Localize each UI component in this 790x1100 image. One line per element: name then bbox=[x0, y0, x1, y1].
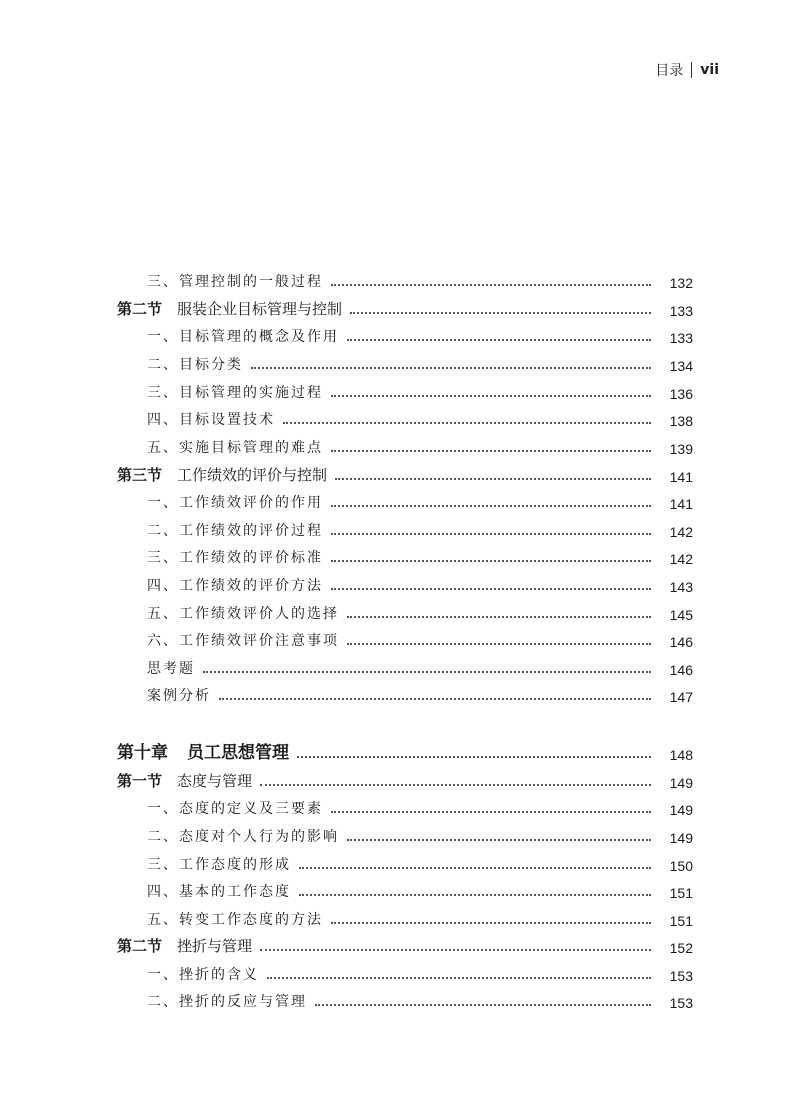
toc-page-number: 147 bbox=[669, 689, 693, 705]
toc-entry-label: 第三节 bbox=[117, 466, 163, 484]
toc-entry-title bbox=[0, 658, 195, 678]
toc-entry-text: 五、实施目标管理的难点 bbox=[147, 440, 323, 456]
dot-leader bbox=[267, 977, 651, 979]
toc-entry-text: 挫折与管理 bbox=[177, 937, 253, 955]
toc-entry-text: 五、转变工作态度的方法 bbox=[147, 912, 323, 928]
toc-entry-row bbox=[0, 265, 790, 291]
toc-entry-title bbox=[0, 630, 339, 650]
toc-page-number: 132 bbox=[669, 275, 693, 291]
toc-page-number: 153 bbox=[669, 995, 693, 1011]
toc-entry-title bbox=[0, 520, 323, 540]
toc-entry-title bbox=[0, 298, 342, 319]
dot-leader bbox=[331, 560, 651, 562]
toc-section-row bbox=[0, 459, 790, 485]
toc-section-row bbox=[0, 765, 790, 791]
toc-entry-title bbox=[0, 854, 291, 874]
toc-page-number: 151 bbox=[669, 885, 693, 901]
toc-entry-row bbox=[0, 820, 790, 846]
toc-entry-row bbox=[0, 569, 790, 595]
header-page-number: vii bbox=[700, 62, 719, 78]
dot-leader bbox=[331, 533, 651, 535]
dot-leader bbox=[335, 478, 651, 480]
running-header bbox=[655, 60, 719, 80]
toc-page-number: 149 bbox=[669, 775, 693, 791]
toc-entry-text: 二、工作绩效的评价过程 bbox=[147, 523, 323, 539]
toc-page-number: 149 bbox=[669, 802, 693, 818]
dot-leader bbox=[331, 505, 651, 507]
toc-page-number: 150 bbox=[669, 858, 693, 874]
toc-entry-text: 三、工作态度的形成 bbox=[147, 857, 291, 873]
toc-entry-title bbox=[0, 547, 323, 567]
toc-entry-text: 二、目标分类 bbox=[147, 357, 243, 373]
toc-entry-row bbox=[0, 875, 790, 901]
toc-page-number: 136 bbox=[669, 386, 693, 402]
dot-leader bbox=[347, 616, 651, 618]
dot-leader bbox=[315, 1004, 651, 1006]
toc-entry-text: 员工思想管理 bbox=[187, 743, 289, 763]
dot-leader bbox=[283, 422, 651, 424]
toc-entry-title bbox=[0, 492, 323, 512]
toc-entry-title bbox=[0, 354, 243, 374]
toc-entry-row bbox=[0, 376, 790, 402]
dot-leader bbox=[251, 367, 651, 369]
toc-entry-text: 案例分析 bbox=[147, 688, 211, 704]
toc-entry-title bbox=[0, 409, 275, 429]
dot-leader bbox=[347, 339, 651, 341]
toc-page-number: 141 bbox=[669, 469, 693, 485]
toc-entry-label: 第十章 bbox=[117, 743, 168, 763]
toc-entry-title bbox=[0, 271, 323, 291]
toc-page-number: 142 bbox=[669, 551, 693, 567]
toc-entry-row bbox=[0, 958, 790, 984]
dot-leader bbox=[331, 284, 651, 286]
toc-entry-title bbox=[0, 382, 323, 402]
toc-entry-row bbox=[0, 486, 790, 512]
toc-entry-text: 服装企业目标管理与控制 bbox=[177, 300, 343, 318]
toc-page-number: 134 bbox=[669, 358, 693, 374]
toc-entry-row bbox=[0, 403, 790, 429]
toc-entry-title bbox=[0, 770, 252, 791]
toc-entry-title bbox=[0, 909, 323, 929]
toc-entry-text: 五、工作绩效评价人的选择 bbox=[147, 606, 339, 622]
toc-entry-label: 第二节 bbox=[117, 300, 163, 318]
toc-page-number: 152 bbox=[669, 940, 693, 956]
toc-entry-title bbox=[0, 326, 339, 346]
toc-page-number: 133 bbox=[669, 330, 693, 346]
dot-leader bbox=[331, 811, 651, 813]
toc-entry-text: 一、工作绩效评价的作用 bbox=[147, 495, 323, 511]
toc-entry-title bbox=[0, 685, 211, 705]
toc-entry-row bbox=[0, 624, 790, 650]
toc-entry-row bbox=[0, 514, 790, 540]
toc-entry-row bbox=[0, 848, 790, 874]
toc-page-number: 138 bbox=[669, 413, 693, 429]
toc-page-number: 146 bbox=[669, 662, 693, 678]
toc-page-number: 141 bbox=[669, 496, 693, 512]
toc-entry-text: 六、工作绩效评价注意事项 bbox=[147, 633, 339, 649]
toc-entry-text: 工作绩效的评价与控制 bbox=[177, 466, 328, 484]
toc-entry-title bbox=[0, 881, 291, 901]
toc-entry-text: 思考题 bbox=[147, 661, 195, 677]
toc-entry-text: 三、管理控制的一般过程 bbox=[147, 274, 323, 290]
toc-entry-title bbox=[0, 991, 307, 1011]
dot-leader bbox=[331, 395, 651, 397]
toc-entry-title bbox=[0, 603, 339, 623]
dot-leader bbox=[331, 588, 651, 590]
toc-entry-row bbox=[0, 652, 790, 678]
dot-leader bbox=[347, 839, 651, 841]
toc-entry-label: 第二节 bbox=[117, 937, 163, 955]
toc-entry-row bbox=[0, 792, 790, 818]
toc-entry-row bbox=[0, 348, 790, 374]
dot-leader bbox=[331, 450, 651, 452]
dot-leader bbox=[297, 756, 651, 758]
toc-chapter-row bbox=[0, 737, 790, 763]
header-label: 目录 bbox=[655, 63, 684, 79]
toc-page-number: 149 bbox=[669, 830, 693, 846]
toc-page-number: 142 bbox=[669, 524, 693, 540]
dot-leader bbox=[203, 671, 651, 673]
dot-leader bbox=[299, 894, 651, 896]
toc-page-number: 153 bbox=[669, 968, 693, 984]
toc-entry-row bbox=[0, 985, 790, 1011]
toc-entry-title bbox=[0, 935, 252, 956]
dot-leader bbox=[350, 312, 651, 314]
toc-page-number: 146 bbox=[669, 634, 693, 650]
dot-leader bbox=[260, 949, 651, 951]
toc-entry-title bbox=[0, 826, 339, 846]
dot-leader bbox=[219, 698, 651, 700]
dot-leader bbox=[347, 643, 651, 645]
toc-page-number: 139 bbox=[669, 441, 693, 457]
toc-entry-text: 态度与管理 bbox=[177, 772, 253, 790]
toc-entry-text: 三、工作绩效的评价标准 bbox=[147, 550, 323, 566]
toc-entry-row bbox=[0, 597, 790, 623]
toc-entry-text: 四、目标设置技术 bbox=[147, 412, 275, 428]
toc-entry-title bbox=[0, 575, 323, 595]
toc-section-row bbox=[0, 293, 790, 319]
toc-section-row bbox=[0, 930, 790, 956]
toc-entry-title bbox=[0, 437, 323, 457]
dot-leader bbox=[331, 922, 651, 924]
toc-entry-title bbox=[0, 464, 327, 485]
toc-entry-row bbox=[0, 903, 790, 929]
toc-entry-title bbox=[0, 798, 323, 818]
toc-entry-text: 三、目标管理的实施过程 bbox=[147, 385, 323, 401]
dot-leader bbox=[260, 784, 651, 786]
toc-entry-row bbox=[0, 679, 790, 705]
toc-entry-text: 四、基本的工作态度 bbox=[147, 884, 291, 900]
toc-page-number: 148 bbox=[669, 747, 693, 763]
header-divider bbox=[691, 62, 692, 78]
toc-entry-text: 一、态度的定义及三要素 bbox=[147, 801, 323, 817]
toc-entry-text: 一、目标管理的概念及作用 bbox=[147, 329, 339, 345]
toc-page-number: 143 bbox=[669, 579, 693, 595]
toc-entry-text: 一、挫折的含义 bbox=[147, 967, 259, 983]
toc-entry-text: 四、工作绩效的评价方法 bbox=[147, 578, 323, 594]
toc-entry-row bbox=[0, 320, 790, 346]
toc-page-number: 133 bbox=[669, 303, 693, 319]
toc-entry-text: 二、态度对个人行为的影响 bbox=[147, 829, 339, 845]
toc-entry-label: 第一节 bbox=[117, 772, 163, 790]
toc-entry-text: 二、挫折的反应与管理 bbox=[147, 994, 307, 1010]
toc-entry-row bbox=[0, 431, 790, 457]
toc-entry-title bbox=[0, 738, 289, 763]
toc-page-number: 145 bbox=[669, 607, 693, 623]
toc-page-number: 151 bbox=[669, 913, 693, 929]
toc-entry-row bbox=[0, 541, 790, 567]
toc-entry-title bbox=[0, 964, 259, 984]
dot-leader bbox=[299, 867, 651, 869]
